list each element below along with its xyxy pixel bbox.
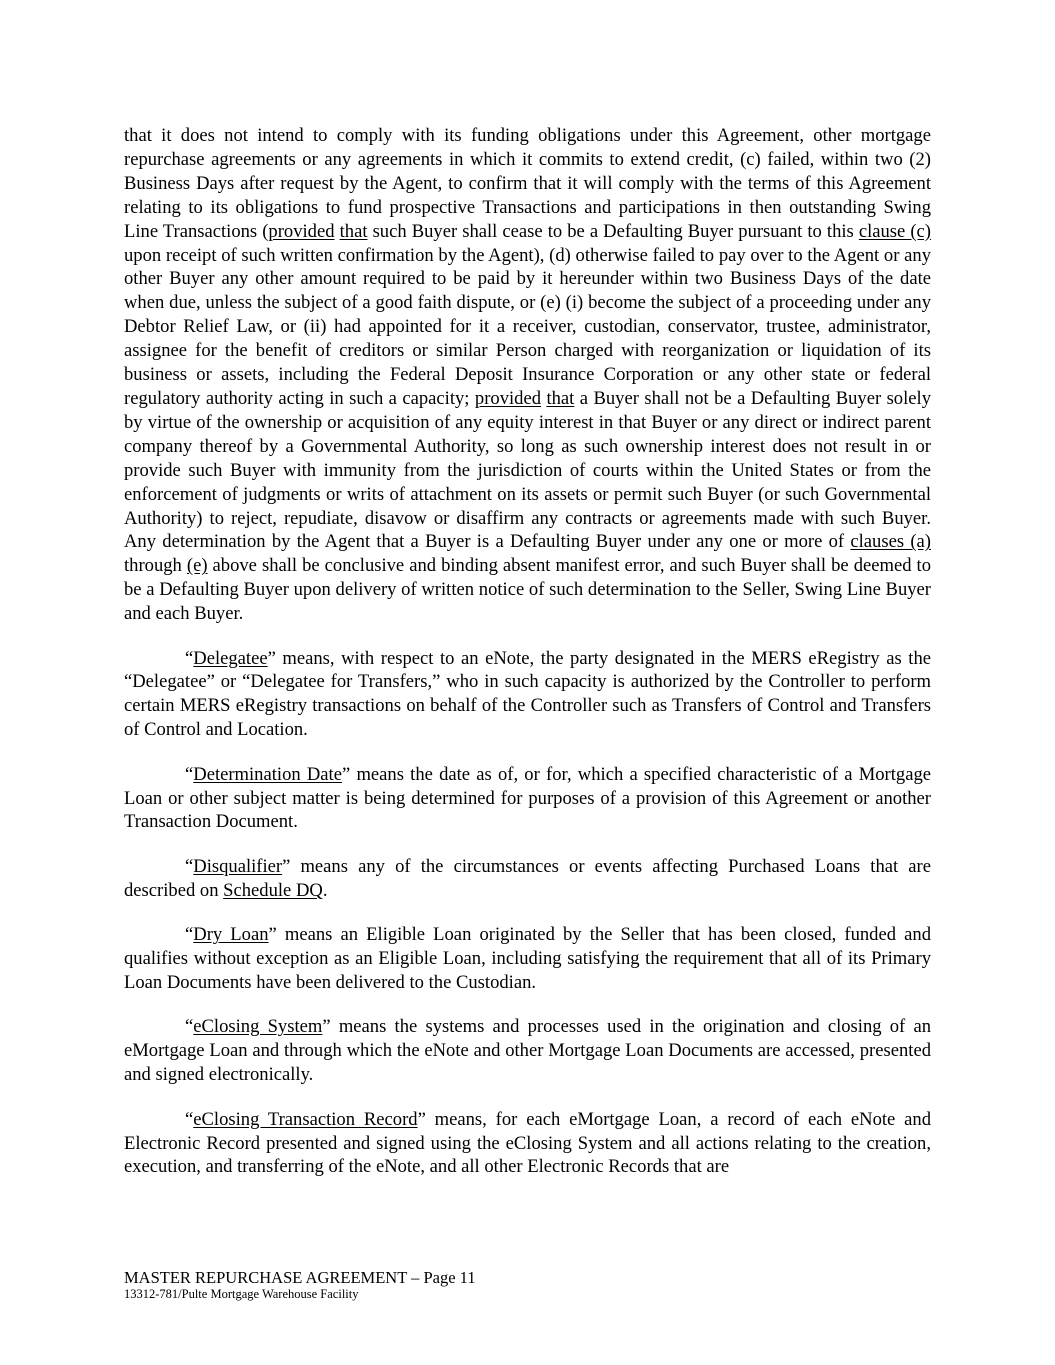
reference-schedule-dq: Schedule DQ — [223, 879, 323, 901]
term-provided: provided — [474, 387, 542, 409]
definition-disqualifier: “Disqualifier” means any of the circumstances or events affecting Purchased Loans that are described on Schedule DQ. — [124, 855, 931, 901]
definition-eclosing-transaction-record: “eClosing Transaction Record” means, for each eMortgage Loan, a record of each eNote and Electronic Record presented and signed using the eClosing System and all actions relating to the creation, execution, and transferring of the eNote, and all other Electronic Records that are — [124, 1108, 931, 1178]
defined-term: eClosing System — [193, 1016, 323, 1038]
term-that: that — [339, 220, 368, 242]
definition-delegatee: “Delegatee” means, with respect to an eNote, the party designated in the MERS eRegistry as the “Delegatee” or “Delegatee for Transfers,” who in such capacity is authorized by the Controller to perform certain MERS eRegistry transactions on behalf of the Controller such as Transfers of Control and Transfers of Control and Location. — [124, 647, 931, 741]
reference-clause-c: clause (c) — [858, 220, 932, 242]
definition-dry-loan: “Dry Loan” means an Eligible Loan originated by the Seller that has been closed, funded and qualifies without exception as an Eligible Loan, including satisfying the requirement that all of its Primary Loan Documents have been delivered to the Custodian. — [124, 924, 931, 993]
definition-eclosing-system: “eClosing System” means the systems and processes used in the origination and closing of an eMortgage Loan and through which the eNote and other Mortgage Loan Documents are accessed, presented and signed electronically. — [124, 1016, 931, 1086]
definition-determination-date: “Determination Date” means the date as of, or for, which a specified characteristic of a Mortgage Loan or other subject matter is being determined for purposes of a provision of this Agreement or another Transaction Document. — [124, 763, 931, 833]
defined-term: eClosing Transaction Record — [193, 1108, 418, 1130]
defined-term: Delegatee — [193, 647, 268, 669]
footer-title: MASTER REPURCHASE AGREEMENT – Page 11 — [124, 1268, 476, 1287]
defined-term: Determination Date — [193, 763, 342, 785]
paragraph-defaulting-buyer-continued: that it does not intend to comply with its funding obligations under this Agreement, other mortgage repurchase agreements or any agreements in which it commits to extend credit, (c) failed, within two (2) Business Days after request by the Agent, to confirm that it will comply with the terms of this Agreement relating to its obligations to fund prospective Transactions and participations in then outstanding Swing Line Transactions (provided that such Buyer shall cease to be a Defaulting Buyer pursuant to this clause (c) upon receipt of such written confirmation by the Agent), (d) otherwise failed to pay over to the Agent or any other Buyer any other amount required to be paid by it hereunder within two Business Days of the date when due, unless the subject of a good faith dispute, or (e) (i) become the subject of a proceeding under any Debtor Relief Law, or (ii) had appointed for it a receiver, custodian, conservator, trustee, administrator, assignee for the benefit of creditors or similar Person charged with reorganization or liquidation of its business or assets, including the Federal Deposit Insurance Corporation or any other state or federal regulatory authority acting in such a capacity; provided that a Buyer shall not be a Defaulting Buyer solely by virtue of the ownership or acquisition of any equity interest in that Buyer or any direct or indirect parent company thereof by a Governmental Authority, so long as such ownership interest does not result in or provide such Buyer with immunity from the jurisdiction of courts within the United States or from the enforcement of judgments or writs of attachment on its assets or permit such Buyer (or such Governmental Authority) to reject, repudiate, disavow or disaffirm any contracts or agreements made with such Buyer. Any determination by the Agent that a Buyer is a Defaulting Buyer under any one or more of clauses (a) through (e) above shall be conclusive and binding absent manifest error, and such Buyer shall be deemed to be a Defaulting Buyer upon delivery of written notice of such determination to the Seller, Swing Line Buyer and each Buyer. — [124, 125, 932, 625]
reference-clause-e: (e) — [186, 555, 208, 577]
footer-reference: 13312-781/Pulte Mortgage Warehouse Facility — [124, 1287, 359, 1301]
document-body — [124, 124, 931, 1179]
defined-term: Dry Loan — [193, 924, 269, 946]
reference-clauses-a: clauses (a) — [850, 531, 931, 553]
page-footer — [124, 1268, 931, 1302]
defined-term: Disqualifier — [193, 855, 283, 877]
term-that: that — [546, 387, 575, 409]
term-provided: provided — [268, 220, 335, 242]
